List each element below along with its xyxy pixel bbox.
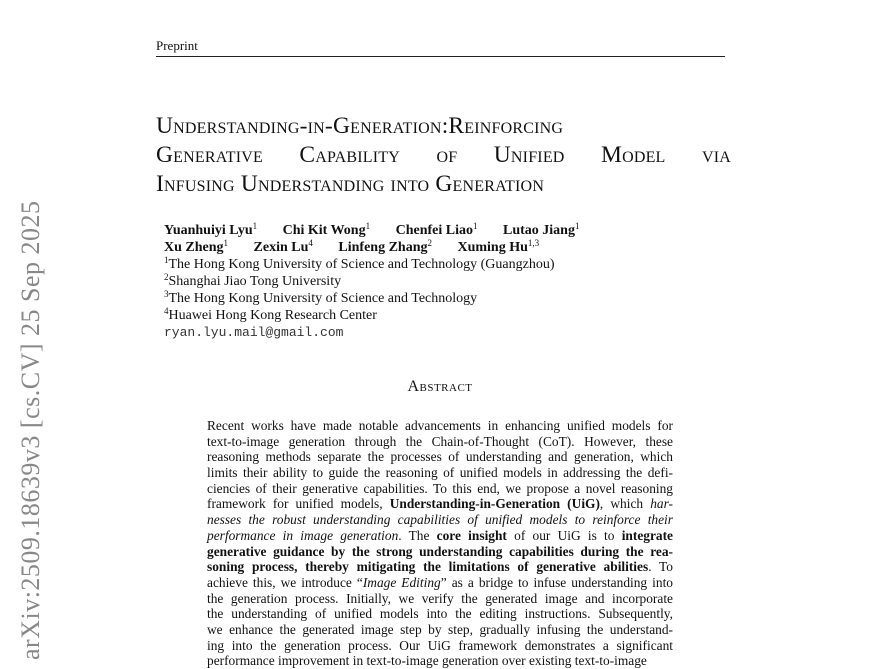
abstract-line: the generation process. Initially, we verify the generated image and incorporate — [207, 590, 673, 606]
abstract-body — [207, 418, 673, 669]
affiliation: $^3$The Hong Kong University of Science and Technology — [164, 289, 478, 306]
header-rule — [156, 56, 725, 57]
author: Chenfei Liao$^1$ — [395, 221, 478, 238]
affiliation: $^2$Shanghai Jiao Tong University — [164, 272, 342, 289]
abstract-line: performance in image generation. The core insight of our UiG is to integrate — [207, 527, 673, 543]
title-line: Generative Capability of Unified Model via — [156, 142, 731, 168]
author: Xuming Hu$^{1,3}$ — [457, 238, 540, 255]
abstract-line: framework for unified models, Understanding-in-Generation (UiG), which har- — [207, 496, 673, 512]
author-row — [164, 222, 601, 239]
author-row — [164, 239, 601, 256]
abstract-line: ciencies of their generative capabilities. To this end, we propose a novel reasoning — [207, 480, 673, 496]
affiliation: $^1$The Hong Kong University of Science and Technology (Guangzhou) — [164, 255, 555, 272]
author: Xu Zheng$^1$ — [164, 238, 229, 255]
affiliation: $^4$Huawei Hong Kong Research Center — [164, 306, 377, 323]
author-block — [164, 222, 601, 341]
abstract-line: Recent works have made notable advancements in enhancing unified models for — [207, 418, 673, 433]
title-line: Understanding-in-Generation:Reinforcing — [156, 113, 564, 139]
abstract-line: soning process, thereby mitigating the limitations of generative abilities. To — [207, 559, 673, 575]
paper-title — [156, 112, 731, 199]
abstract-line: performance improvement in text-to-image generation over existing text-to-image — [207, 653, 647, 669]
author: Chi Kit Wong$^1$ — [282, 221, 371, 238]
title-line: Infusing Understanding into Generation — [156, 171, 545, 197]
abstract-line: achieve this, we introduce “Image Editing” as a bridge to infuse understanding into — [207, 574, 673, 590]
author: Lutao Jiang$^1$ — [503, 221, 580, 238]
abstract-line: reasoning methods separate the processes of understanding and generation, which — [207, 449, 673, 465]
abstract-line: text-to-image generation through the Chain-of-Thought (CoT). However, these — [207, 433, 673, 449]
abstract-line: ing into the generation process. Our UiG framework demonstrates a significant — [207, 637, 673, 653]
author: Zexin Lu$^4$ — [253, 238, 313, 255]
abstract-line: limits their ability to guide the reasoning of unified models in addressing the defi- — [207, 465, 673, 481]
running-header: Preprint — [156, 38, 198, 53]
author: Linfeng Zhang$^2$ — [338, 238, 432, 255]
author-email[interactable]: ryan.lyu.mail@gmail.com — [164, 325, 344, 340]
abstract-line: the understanding of unified models into the editing instructions. Subsequently, — [207, 606, 673, 622]
author: Yuanhuiyi Lyu$^1$ — [164, 221, 258, 238]
abstract-heading: Abstract — [407, 378, 473, 395]
arxiv-identifier[interactable]: arXiv:2509.18639v3 [cs.CV] 25 Sep 2025 — [16, 200, 45, 660]
abstract-line: we enhance the generated image step by step, gradually infusing the understand- — [207, 621, 673, 637]
abstract-line: nesses the robust understanding capabilities of unified models to reinforce their — [207, 512, 673, 528]
abstract-line: generative guidance by the strong understanding capabilities during the rea- — [207, 543, 673, 559]
